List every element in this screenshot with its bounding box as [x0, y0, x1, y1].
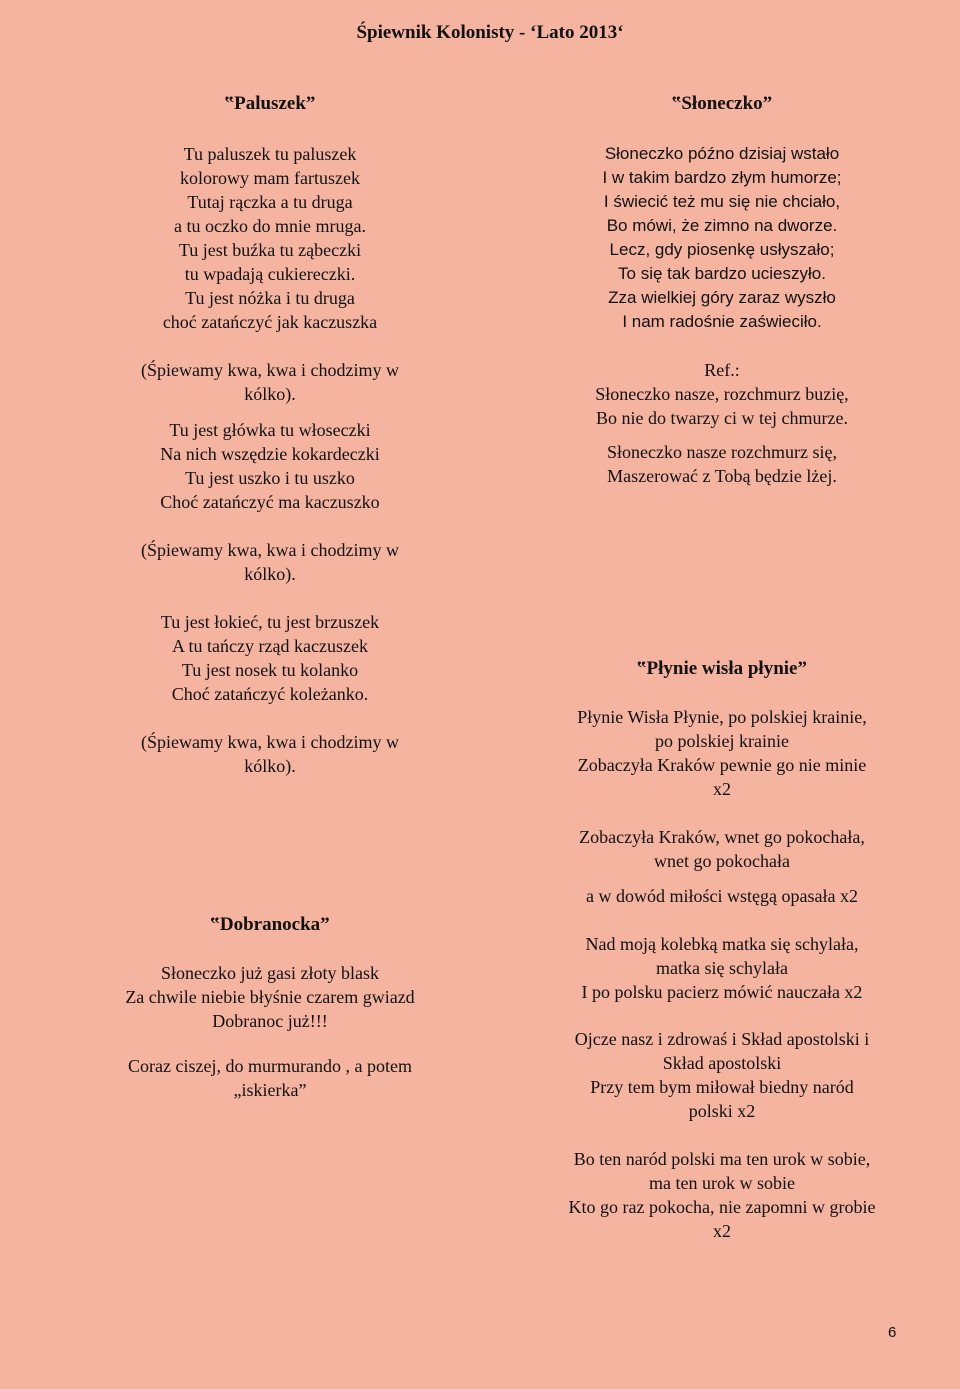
lyric-line: Dobranoc już!!! — [212, 1011, 328, 1031]
paluszek-chorus-3 — [80, 730, 460, 778]
refrain-label: Ref.: — [704, 360, 740, 380]
plynie-verse-1 — [532, 705, 912, 801]
plynie-verse-3 — [532, 884, 912, 908]
paluszek-chorus-2 — [80, 538, 460, 586]
lyric-line: I po polsku pacierz mówić nauczała x2 — [581, 982, 863, 1002]
lyric-line: Tu jest główka tu włoseczki — [169, 420, 371, 440]
plynie-verse-2 — [532, 825, 912, 873]
lyric-line: tu wpadają cukiereczki. — [184, 264, 356, 284]
lyric-line: Choć zatańczyć ma kaczuszko — [160, 492, 380, 512]
lyric-line: Tu jest buźka tu ząbeczki — [178, 240, 362, 260]
lyric-line: kólko). — [244, 384, 296, 404]
dobranocka-verse-2 — [80, 1054, 460, 1102]
lyric-line: Słoneczko już gasi złoty blask — [161, 963, 379, 983]
lyric-line: Maszerować z Tobą będzie lżej. — [607, 466, 837, 486]
lyric-line: Zobaczyła Kraków pewnie go nie minie — [577, 755, 867, 775]
paluszek-verse-1 — [80, 142, 460, 334]
lyric-line: Za chwile niebie błyśnie czarem gwiazd — [125, 987, 415, 1007]
lyric-line: A tu tańczy rząd kaczuszek — [172, 636, 368, 656]
lyric-line: „iskierka” — [233, 1080, 307, 1100]
lyric-line: Płynie Wisła Płynie, po polskiej krainie, — [577, 707, 867, 727]
lyric-line: po polskiej krainie — [655, 731, 789, 751]
lyric-line: Bo mówi, że zimno na dworze. — [606, 216, 838, 235]
lyric-line: wnet go pokochała — [654, 851, 790, 871]
lyric-line: Ojcze nasz i zdrowaś i Skład apostolski i — [574, 1029, 870, 1049]
sloneczko-refrain-2 — [532, 440, 912, 488]
song-title-sloneczko: ‟Słoneczko” — [671, 93, 773, 114]
lyric-line: matka się schylała — [656, 958, 788, 978]
song-title-dobranocka: ‟Dobranocka” — [210, 914, 330, 935]
song-paluszek — [80, 92, 460, 778]
sloneczko-verse-1 — [532, 142, 912, 334]
lyric-line: I świecić też mu się nie chciało, — [603, 192, 841, 211]
lyric-line: choć zatańczyć jak kaczuszka — [162, 312, 378, 332]
lyric-line: kolorowy mam fartuszek — [180, 168, 360, 188]
lyric-line: I nam radośnie zaświeciło. — [622, 312, 822, 331]
dobranocka-verse-1 — [80, 961, 460, 1033]
lyric-line: Zobaczyła Kraków, wnet go pokochała, — [579, 827, 865, 847]
lyric-line: Nad moją kolebką matka się schylała, — [585, 934, 859, 954]
lyric-line: Coraz ciszej, do murmurando , a potem — [128, 1056, 412, 1076]
page-header: Śpiewnik Kolonisty - ‘Lato 2013‘ — [356, 22, 624, 43]
lyric-line: Tutaj rączka a tu druga — [187, 192, 353, 212]
lyric-line: Skład apostolski — [662, 1053, 782, 1073]
song-plynie-wisla — [532, 657, 912, 1243]
lyric-line: (Śpiewamy kwa, kwa i chodzimy w — [141, 540, 399, 560]
lyric-line: (Śpiewamy kwa, kwa i chodzimy w — [141, 732, 399, 752]
lyric-line: polski x2 — [688, 1101, 756, 1121]
lyric-line: Tu paluszek tu paluszek — [183, 144, 357, 164]
lyric-line: Choć zatańczyć koleżanko. — [171, 684, 369, 704]
lyric-line: Słoneczko nasze, rozchmurz buzię, — [595, 384, 849, 404]
lyric-line: Bo ten naród polski ma ten urok w sobie, — [573, 1149, 871, 1169]
lyric-line: Przy tem bym miłował biedny naród — [590, 1077, 854, 1097]
sloneczko-refrain — [532, 358, 912, 430]
lyric-line: Lecz, gdy piosenkę usłyszało; — [609, 240, 835, 259]
lyric-line: kólko). — [244, 564, 296, 584]
lyric-line: Tu jest nóżka i tu druga — [185, 288, 355, 308]
song-sloneczko — [532, 92, 912, 488]
lyric-line: Tu jest łokieć, tu jest brzuszek — [160, 612, 380, 632]
lyric-line: (Śpiewamy kwa, kwa i chodzimy w — [141, 360, 399, 380]
plynie-verse-4 — [532, 932, 912, 1004]
lyric-line: a tu oczko do mnie mruga. — [174, 216, 366, 236]
lyric-line: ma ten urok w sobie — [649, 1173, 795, 1193]
paluszek-verse-3 — [80, 610, 460, 706]
page-number: 6 — [888, 1324, 897, 1341]
song-dobranocka — [80, 913, 460, 1102]
lyric-line: Na nich wszędzie kokardeczki — [160, 444, 380, 464]
lyric-line: Bo nie do twarzy ci w tej chmurze. — [596, 408, 848, 428]
song-title-plynie-wisla: ‟Płynie wisła płynie” — [637, 658, 807, 679]
lyric-line: Zza wielkiej góry zaraz wyszło — [608, 288, 836, 307]
lyric-line: a w dowód miłości wstęgą opasała x2 — [586, 886, 858, 906]
lyric-line: To się tak bardzo ucieszyło. — [618, 264, 826, 283]
lyric-line: I w takim bardzo złym humorze; — [602, 168, 842, 187]
lyric-line: Słoneczko późno dzisiaj wstało — [604, 144, 840, 163]
plynie-verse-6 — [532, 1147, 912, 1243]
paluszek-chorus-1 — [80, 358, 460, 406]
lyric-line: Tu jest nosek tu kolanko — [181, 660, 359, 680]
lyric-line: x2 — [713, 1221, 731, 1241]
paluszek-verse-2 — [80, 418, 460, 514]
lyric-line: Tu jest uszko i tu uszko — [185, 468, 355, 488]
lyric-line: Kto go raz pokocha, nie zapomni w grobie — [568, 1197, 876, 1217]
song-title-paluszek: ‟Paluszek” — [224, 93, 316, 114]
lyric-line: kólko). — [244, 756, 296, 776]
lyric-line: Słoneczko nasze rozchmurz się, — [607, 442, 837, 462]
lyric-line: x2 — [713, 779, 731, 799]
plynie-verse-5 — [532, 1027, 912, 1123]
